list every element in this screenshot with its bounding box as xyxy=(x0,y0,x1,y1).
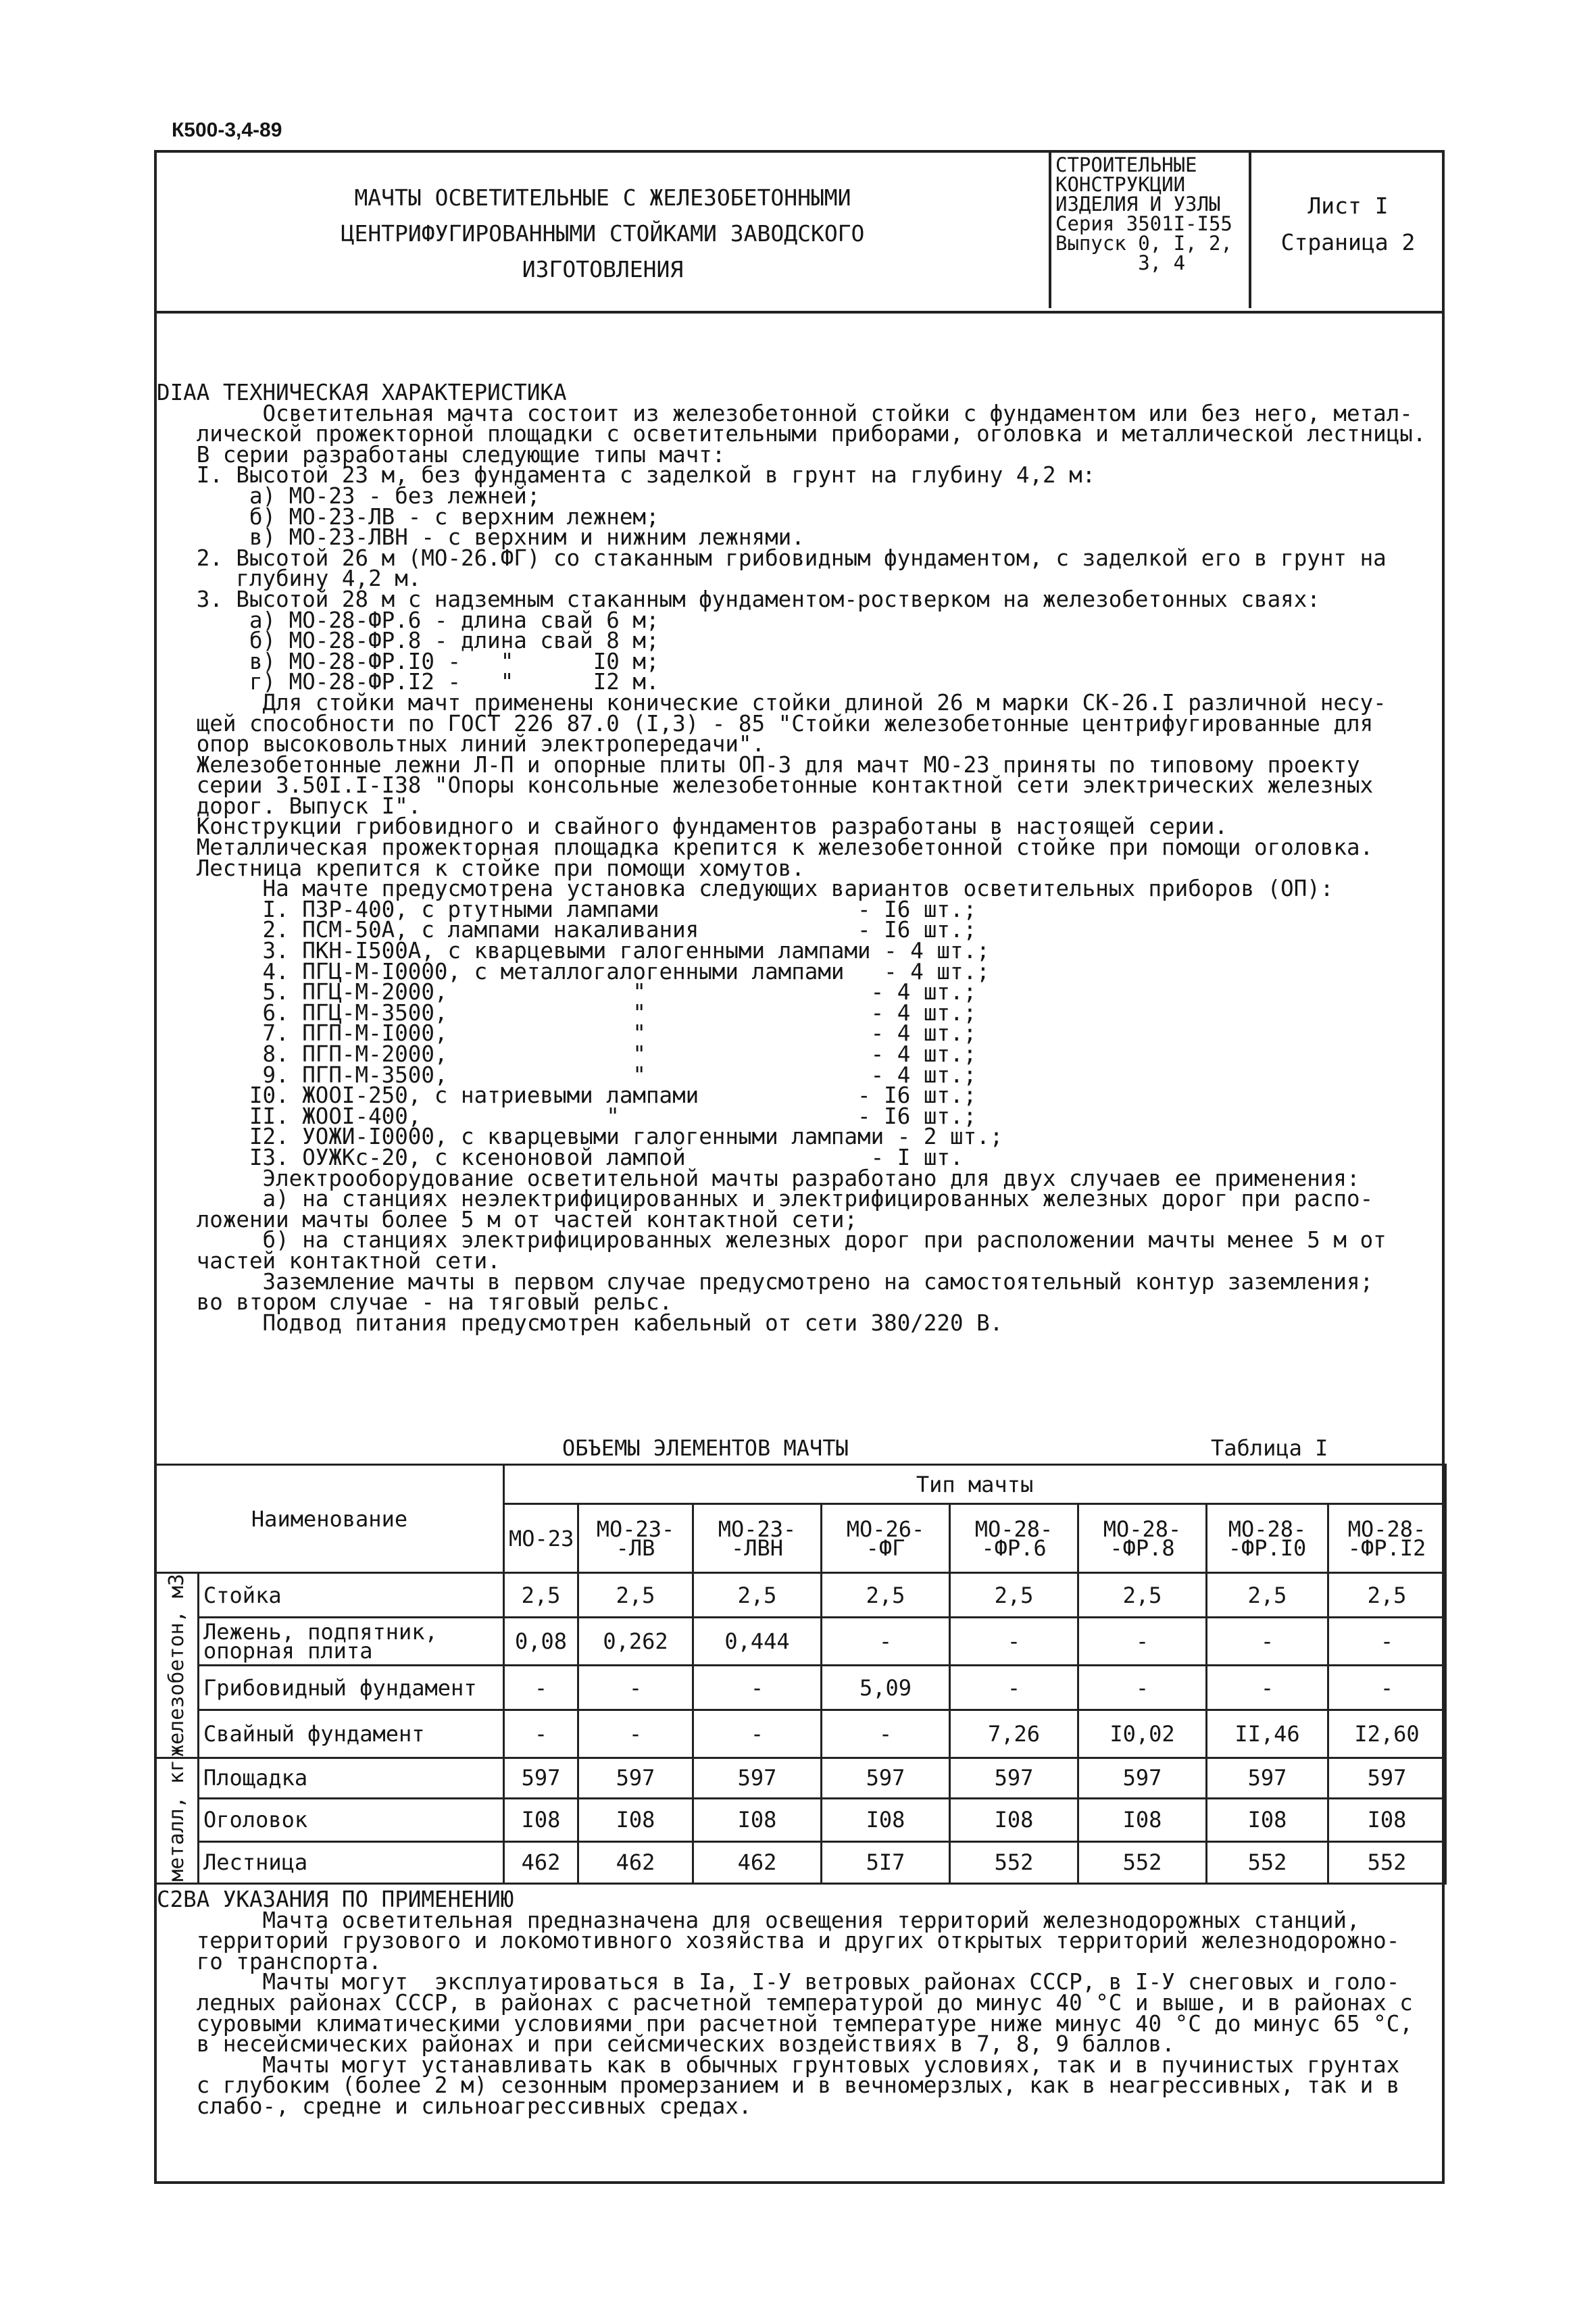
series-line: Выпуск 0, I, 2, xyxy=(1055,232,1232,255)
title-line: ЦЕНТРИФУГИРОВАННЫМИ СТОЙКАМИ ЗАВОДСКОГО xyxy=(341,220,865,247)
table-cell: 2,5 xyxy=(1207,1573,1328,1618)
text-line: опор высоковольтных линий электропередачи". xyxy=(157,731,766,757)
table-cell: 0,444 xyxy=(693,1618,822,1666)
table-cell: 2,5 xyxy=(693,1573,822,1618)
text-line: ложении мачты более 5 м от частей контактной сети; xyxy=(157,1206,858,1233)
text-line: а) на станциях неэлектрифицированных и электрифицированных железных дорог при распо- xyxy=(157,1186,1374,1212)
table-cell: 597 xyxy=(578,1758,693,1798)
text-line: лической прожекторной площадки с осветительными приборами, оголовка и металлической лестницы. xyxy=(157,421,1426,447)
text-line: I. Высотой 23 м, без фундамента с заделкой в грунт на глубину 4,2 м: xyxy=(157,462,1096,489)
page-number: Страница 2 xyxy=(1280,229,1416,255)
table-cell: - xyxy=(1328,1665,1446,1710)
table-cell: - xyxy=(1207,1665,1328,1710)
sheet-info xyxy=(1251,188,1445,261)
text-line: I0. ЖООI-250, с натриевыми лампами - I6 шт.; xyxy=(157,1082,977,1109)
table-cell: 552 xyxy=(1207,1841,1328,1883)
text-line: 4. ПГЦ-М-I0000, с металлогалогенными лампами - 4 шт.; xyxy=(157,958,990,985)
table-cell: 2,5 xyxy=(1328,1573,1446,1618)
series-line: СТРОИТЕЛЬНЫЕ xyxy=(1055,153,1197,176)
text-line: 7. ПГП-М-I000, " - 4 шт.; xyxy=(157,1020,977,1047)
series-info xyxy=(1049,153,1251,308)
column-header: МО-28- -ФР.6 xyxy=(950,1504,1078,1573)
row-name: Свайный фундамент xyxy=(199,1710,504,1758)
text-line: 5. ПГЦ-М-2000, " - 4 шт.; xyxy=(157,979,977,1005)
table-cell: 462 xyxy=(504,1841,578,1883)
title-block xyxy=(157,153,1442,314)
table-cell: I2,60 xyxy=(1328,1710,1446,1758)
table-cell: - xyxy=(950,1618,1078,1666)
table-cell: 597 xyxy=(822,1758,950,1798)
group-label-concrete: железобетон, м3 xyxy=(164,1574,189,1757)
table-cell: I08 xyxy=(1207,1798,1328,1841)
table-cell: - xyxy=(504,1710,578,1758)
table-cell: - xyxy=(822,1710,950,1758)
text-line: ледных районах СССР, в районах с расчетной температурой до минус 40 °С и выше, и в районах с xyxy=(157,1989,1413,2016)
text-line: 2. ПСМ-50А, с лампами накаливания - I6 шт.; xyxy=(157,917,977,943)
text-line: I2. УОЖИ-I0000, с кварцевыми галогенными лампами - 2 шт.; xyxy=(157,1124,1003,1150)
row-name: Лестница xyxy=(199,1841,504,1883)
text-line: во втором случае - на тяговый рельс. xyxy=(157,1289,673,1316)
text-line: Конструкции грибовидного и свайного фундаментов разработаны в настоящей серии. xyxy=(157,814,1228,840)
row-name: Лежень, подпятник, опорная плита xyxy=(199,1618,504,1666)
text-line: б) МО-28-ФР.8 - длина свай 8 м; xyxy=(157,628,659,654)
text-line: Для стойки мачт применены конические стойки длиной 26 м марки СК-26.I различной несу- xyxy=(157,689,1387,716)
table-cell: 552 xyxy=(1078,1841,1207,1883)
table-cell: - xyxy=(822,1618,950,1666)
column-header: МО-26- -ФГ xyxy=(822,1504,950,1573)
table-cell: - xyxy=(504,1665,578,1710)
table-caption: ОБЪЕМЫ ЭЛЕМЕНТОВ МАЧТЫ xyxy=(562,1435,849,1461)
table-cell: 2,5 xyxy=(950,1573,1078,1618)
section-heading: DIАА ТЕХНИЧЕСКАЯ ХАРАКТЕРИСТИКА xyxy=(157,380,567,405)
table-cell: - xyxy=(950,1665,1078,1710)
row-name: Грибовидный фундамент xyxy=(199,1665,504,1710)
group-label-metal: металл, кг xyxy=(164,1760,189,1882)
table-cell: 597 xyxy=(950,1758,1078,1798)
text-line: Железобетонные лежни Л-П и опорные плиты ОП-3 для мачт МО-23 приняты по типовому проекту xyxy=(157,751,1360,778)
table-cell: - xyxy=(1328,1618,1446,1666)
title-line: ИЗГОТОВЛЕНИЯ xyxy=(522,256,684,282)
text-line: I. ПЗР-400, с ртутными лампами - I6 шт.; xyxy=(157,896,977,922)
application-notes xyxy=(157,1889,1441,2117)
text-line: Мачта осветительная предназначена для освещения территорий железнодорожных станций, xyxy=(157,1907,1360,1933)
text-line: с глубоким (более 2 м) сезонным промерзанием и в вечномерзлых, как в неагрессивных, так и в xyxy=(157,2072,1400,2099)
column-header: МО-23 xyxy=(504,1504,578,1573)
text-line: Электрооборудование осветительной мачты разработано для двух случаев ее применения: xyxy=(157,1165,1360,1191)
text-line: б) на станциях электрифицированных железных дорог при расположении мачты менее 5 м от xyxy=(157,1227,1387,1253)
text-line: дорог. Выпуск I". xyxy=(157,793,422,819)
table-cell: I08 xyxy=(822,1798,950,1841)
title-line: МАЧТЫ ОСВЕТИТЕЛЬНЫЕ С ЖЕЛЕЗОБЕТОННЫМИ xyxy=(354,184,851,211)
text-line: частей контактной сети. xyxy=(157,1247,501,1274)
table-cell: 597 xyxy=(1078,1758,1207,1798)
text-line: б) МО-23-ЛВ - с верхним лежнем; xyxy=(157,503,659,530)
table-cell: I08 xyxy=(1078,1798,1207,1841)
text-line: серии 3.50I.I-I38 "Опоры консольные железобетонные контактной сети электрических железных xyxy=(157,772,1374,799)
text-line: Мачты могут устанавливать как в обычных грунтовых условиях, так и в пучинистых грунтах xyxy=(157,2051,1400,2078)
text-line: 8. ПГП-М-2000, " - 4 шт.; xyxy=(157,1041,977,1067)
table-cell: 2,5 xyxy=(822,1573,950,1618)
table-cell: 597 xyxy=(1328,1758,1446,1798)
table-cell: I08 xyxy=(693,1798,822,1841)
column-header: МО-28- -ФР.I0 xyxy=(1207,1504,1328,1573)
table-cell: 2,5 xyxy=(578,1573,693,1618)
row-name: Площадка xyxy=(199,1758,504,1798)
table-cell: I08 xyxy=(504,1798,578,1841)
text-line: го транспорта. xyxy=(157,1948,382,1974)
text-line: II. ЖООI-400, " - I6 шт.; xyxy=(157,1103,977,1129)
text-line: 6. ПГЦ-М-3500, " - 4 шт.; xyxy=(157,999,977,1026)
text-line: г) МО-28-ФР.I2 - " I2 м. xyxy=(157,669,659,695)
text-line: территорий грузового и локомотивного хозяйства и других открытых территорий железнодорожно- xyxy=(157,1928,1400,1954)
text-line: 3. Высотой 28 м с надземным стаканным фундаментом-ростверком на железобетонных сваях: xyxy=(157,586,1320,612)
text-line: глубину 4,2 м. xyxy=(157,566,422,592)
column-header: МО-28- -ФР.8 xyxy=(1078,1504,1207,1573)
table-cell: 5I7 xyxy=(822,1841,950,1883)
table-cell: 2,5 xyxy=(504,1573,578,1618)
table-cell: 552 xyxy=(950,1841,1078,1883)
text-line: в) МО-23-ЛВН - с верхним и нижним лежнями. xyxy=(157,524,805,551)
table-cell: 462 xyxy=(693,1841,822,1883)
document-code: К500-3,4-89 xyxy=(172,119,282,141)
column-header: МО-28- -ФР.I2 xyxy=(1328,1504,1446,1573)
row-name: Оголовок xyxy=(199,1798,504,1841)
table-cell: - xyxy=(1078,1618,1207,1666)
table-cell: 0,262 xyxy=(578,1618,693,1666)
series-line: ИЗДЕЛИЯ И УЗЛЫ xyxy=(1055,193,1221,216)
text-line: а) МО-28-ФР.6 - длина свай 6 м; xyxy=(157,607,659,633)
text-line: а) МО-23 - без лежней; xyxy=(157,482,541,509)
row-name: Стойка xyxy=(199,1573,504,1618)
table-cell: 7,26 xyxy=(950,1710,1078,1758)
text-line: слабо-, средне и сильноагрессивных средах. xyxy=(157,2093,752,2119)
text-line: в) МО-28-ФР.I0 - " I0 м; xyxy=(157,648,659,674)
text-line: Заземление мачты в первом случае предусмотрено на самостоятельный контур заземления; xyxy=(157,1268,1374,1295)
name-header: Наименование xyxy=(155,1465,504,1573)
table-cell: I0,02 xyxy=(1078,1710,1207,1758)
technical-characteristics xyxy=(157,380,1441,1336)
table-number: Таблица I xyxy=(1211,1435,1328,1461)
table-cell: 0,08 xyxy=(504,1618,578,1666)
column-header: МО-23- -ЛВН xyxy=(693,1504,822,1573)
text-line: Мачты могут эксплуатироваться в Iа, I-У ветровых районах СССР, в I-У снеговых и голо- xyxy=(157,1969,1400,1995)
text-line: Лестница крепится к стойке при помощи хомутов. xyxy=(157,855,805,881)
table-cell: - xyxy=(1207,1618,1328,1666)
table-cell: 5,09 xyxy=(822,1665,950,1710)
series-line: КОНСТРУКЦИИ xyxy=(1055,173,1186,196)
table-cell: - xyxy=(578,1710,693,1758)
section-heading: C2ВА УКАЗАНИЯ ПО ПРИМЕНЕНИЮ xyxy=(157,1887,514,1912)
text-line: В серии разработаны следующие типы мачт: xyxy=(157,441,726,468)
text-line: 9. ПГП-М-3500, " - 4 шт.; xyxy=(157,1062,977,1088)
table-cell: 597 xyxy=(693,1758,822,1798)
table-cell: I08 xyxy=(578,1798,693,1841)
type-header: Тип мачты xyxy=(504,1465,1446,1504)
table-cell: I08 xyxy=(950,1798,1078,1841)
column-header: МО-23- -ЛВ xyxy=(578,1504,693,1573)
table-cell: - xyxy=(693,1710,822,1758)
table-cell: II,46 xyxy=(1207,1710,1328,1758)
document-frame xyxy=(154,150,1445,2184)
table-cell: 597 xyxy=(1207,1758,1328,1798)
table-cell: I08 xyxy=(1328,1798,1446,1841)
text-line: На мачте предусмотрена установка следующих вариантов осветительных приборов (ОП): xyxy=(157,876,1334,902)
sheet-number: Лист I xyxy=(1307,193,1389,219)
table-cell: 2,5 xyxy=(1078,1573,1207,1618)
text-line: Подвод питания предусмотрен кабельный от сети 380/220 В. xyxy=(157,1310,1003,1336)
text-line: 2. Высотой 26 м (МО-26.ФГ) со стаканным грибовидным фундаментом, с заделкой его в грунт на xyxy=(157,545,1387,571)
table-cell: - xyxy=(578,1665,693,1710)
table-cell: - xyxy=(1078,1665,1207,1710)
text-line: Металлическая прожекторная площадка крепится к железобетонной стойке при помощи оголовка. xyxy=(157,835,1374,861)
document-title xyxy=(157,180,1049,287)
series-line: Серия 3501I-I55 xyxy=(1055,212,1232,235)
text-line: 3. ПКН-I500А, с кварцевыми галогенными лампами - 4 шт.; xyxy=(157,938,990,964)
text-line: Осветительная мачта состоит из железобетонной стойки с фундаментом или без него, метал- xyxy=(157,400,1413,426)
text-line: в несейсмических районах и при сейсмических воздействиях в 7, 8, 9 баллов. xyxy=(157,2031,1175,2058)
text-line: суровыми климатическими условиями при расчетной температуре ниже минус 40 °С до минус 65 °С, xyxy=(157,2010,1413,2037)
series-line: 3, 4 xyxy=(1055,251,1186,274)
text-line: I3. ОУЖКс-20, с ксеноновой лампой - I шт. xyxy=(157,1144,964,1170)
table-cell: 552 xyxy=(1328,1841,1446,1883)
table-cell: 597 xyxy=(504,1758,578,1798)
text-line: щей способности по ГОСТ 226 87.0 (I,3) - 85 "Стойки железобетонные центрифугированные для xyxy=(157,710,1374,737)
table-cell: - xyxy=(693,1665,822,1710)
table-cell: 462 xyxy=(578,1841,693,1883)
volumes-table xyxy=(154,1464,1447,1885)
